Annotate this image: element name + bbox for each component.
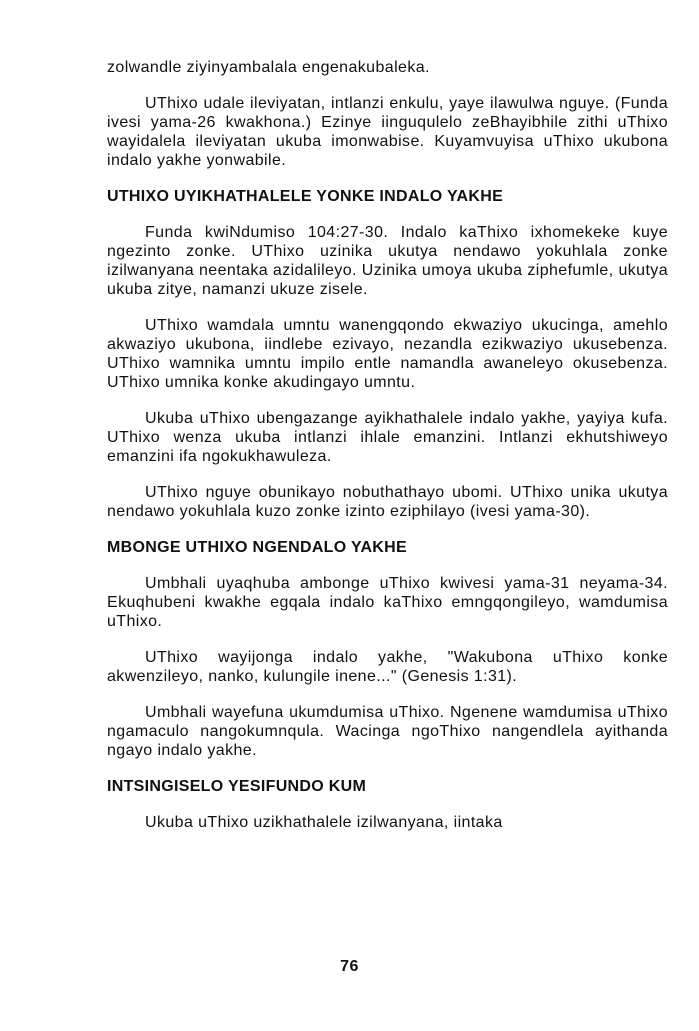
- paragraph: Umbhali wayefuna ukumdumisa uThixo. Ngenene wamdumisa uThixo ngamaculo nangokumnqula. Wacinga ngoThixo nangendlela ayithanda ngayo indalo yakhe.: [107, 704, 668, 759]
- paragraph: UThixo wamdala umntu wanengqondo ekwaziyo ukucinga, amehlo akwaziyo ukubona, iindlebe ezivayo, nezandla ezikwaziyo ukusebenza. UThixo wamnika umntu impilo entle namandla awaneleyo okusebenza. UThixo umnika konke akudingayo umntu.: [107, 317, 668, 391]
- paragraph: UThixo wayijonga indalo yakhe, "Wakubona uThixo konke akwenzileyo, nanko, kulungile inene..." (Genesis 1:31).: [107, 649, 668, 685]
- paragraph: Ukuba uThixo uzikhathalele izilwanyana, iintaka: [145, 814, 503, 831]
- page-body: [107, 58, 668, 832]
- section-heading: MBONGE UTHIXO NGENDALO YAKHE: [107, 539, 407, 556]
- page-number: 76: [340, 958, 359, 975]
- paragraph: Funda kwiNdumiso 104:27-30. Indalo kaThixo ixhomekeke kuye ngezinto zonke. UThixo uzinika ukutya nendawo yokuhlala zonke izilwanyana neentaka azidalileyo. Uzinika umoya ukuba ziphefumle, ukutya ukuba zitye, namanzi ukuze zisele.: [107, 224, 668, 298]
- section-heading: INTSINGISELO YESIFUNDO KUM: [107, 778, 367, 795]
- paragraph: UThixo nguye obunikayo nobuthathayo ubomi. UThixo unika ukutya nendawo yokuhlala kuzo zonke izinto eziphilayo (ivesi yama-30).: [107, 484, 668, 520]
- paragraph: zolwandle ziyinyambalala engenakubaleka.: [107, 59, 430, 76]
- paragraph: UThixo udale ileviyatan, intlanzi enkulu, yaye ilawulwa nguye. (Funda ivesi yama-26 kwakhona.) Ezinye iinguqulelo zeBhayibhile zithi uThixo wayidalela ileviyatan ukuba imonwabise. Kuyamvuyisa uThixo ukubona indalo yakhe yonwabile.: [107, 95, 668, 169]
- section-heading: UTHIXO UYIKHATHALELE YONKE INDALO YAKHE: [107, 188, 504, 205]
- paragraph: Umbhali uyaqhuba ambonge uThixo kwivesi yama-31 neyama-34. Ekuqhubeni kwakhe egqala indalo kaThixo emngqongileyo, wamdumisa uThixo.: [107, 575, 668, 630]
- paragraph: Ukuba uThixo ubengazange ayikhathalele indalo yakhe, yayiya kufa. UThixo wenza ukuba intlanzi ihlale emanzini. Intlanzi ekhutshiweyo emanzini ifa ngokukhawuleza.: [107, 410, 668, 465]
